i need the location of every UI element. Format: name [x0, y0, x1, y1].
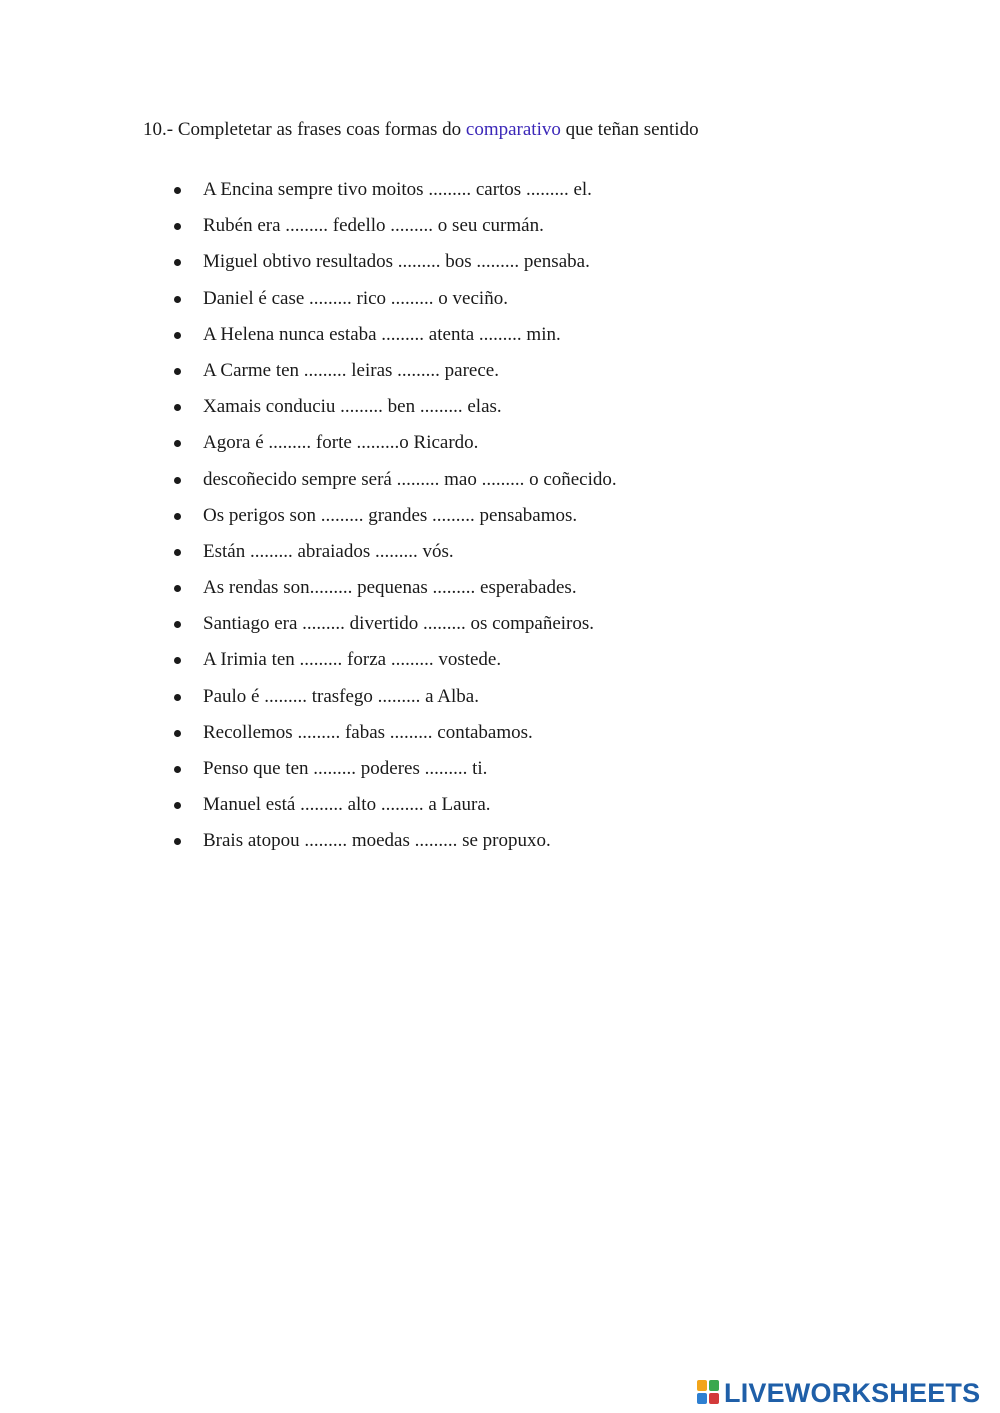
- bullet-icon: [174, 549, 181, 556]
- bullet-icon: [174, 694, 181, 701]
- sentence-text: A Carme ten ......... leiras ......... parece.: [203, 359, 499, 381]
- bullet-icon: [174, 187, 181, 194]
- sentence-text: Santiago era ......... divertido ......... os compañeiros.: [203, 613, 595, 635]
- liveworksheets-logo-icon: [697, 1380, 721, 1406]
- sentence-text: Xamais conduciu ......... ben ......... elas.: [203, 396, 502, 418]
- bullet-icon: [174, 766, 181, 773]
- sentence-text: descoñecido sempre será ......... mao ......... o coñecido.: [203, 468, 617, 490]
- sentence-text: A Helena nunca estaba ......... atenta ......... min.: [203, 323, 561, 345]
- sentence-text: Os perigos son ......... grandes ......... pensabamos.: [203, 504, 578, 526]
- sentence-text: Penso que ten ......... poderes ......... ti.: [203, 758, 488, 779]
- bullet-icon: [174, 440, 181, 447]
- sentence-text: A Encina sempre tivo moitos ......... cartos ......... el.: [203, 179, 592, 200]
- instruction-suffix: que teñan sentido: [560, 119, 699, 140]
- footer-logo[interactable]: [697, 1378, 980, 1408]
- sentence-text: Agora é ......... forte .........o Ricardo.: [203, 432, 479, 454]
- bullet-icon: [174, 657, 181, 664]
- bullet-icon: [174, 621, 181, 628]
- bullet-icon: [174, 332, 181, 339]
- bullet-icon: [174, 585, 181, 592]
- instruction-prefix: 10.- Completetar as frases coas formas do: [143, 119, 466, 140]
- bullet-icon: [174, 838, 181, 845]
- bullet-icon: [174, 296, 181, 303]
- sentence-text: Rubén era ......... fedello ......... o seu curmán.: [203, 215, 544, 237]
- bullet-icon: [174, 223, 181, 230]
- sentence-text: Brais atopou ......... moedas ......... se propuxo.: [203, 830, 551, 852]
- bullet-icon: [174, 404, 181, 411]
- sentence-text: Recollemos ......... fabas ......... contabamos.: [203, 721, 533, 743]
- bullet-icon: [174, 513, 181, 520]
- bullet-icon: [174, 802, 181, 809]
- sentence-text: A Irimia ten ......... forza ......... vostede.: [203, 649, 502, 671]
- instruction-heading: [143, 118, 699, 142]
- logo-text: LIVEWORKSHEETS: [724, 1377, 981, 1408]
- sentence-text: Paulo é ......... trasfego ......... a Alba.: [203, 685, 479, 707]
- sentence-text: As rendas son......... pequenas ......... esperabades.: [203, 577, 577, 599]
- sentence-text: Daniel é case ......... rico ......... o veciño.: [203, 287, 508, 309]
- sentence-text: Miguel obtivo resultados ......... bos ......... pensaba.: [203, 251, 590, 273]
- bullet-icon: [174, 730, 181, 737]
- bullet-icon: [174, 477, 181, 484]
- sentence-text: Están ......... abraiados ......... vós.: [203, 540, 454, 562]
- bullet-icon: [174, 368, 181, 375]
- bullet-icon: [174, 259, 181, 266]
- sentence-text: Manuel está ......... alto ......... a Laura.: [203, 794, 491, 816]
- instruction-highlight: comparativo: [465, 119, 561, 140]
